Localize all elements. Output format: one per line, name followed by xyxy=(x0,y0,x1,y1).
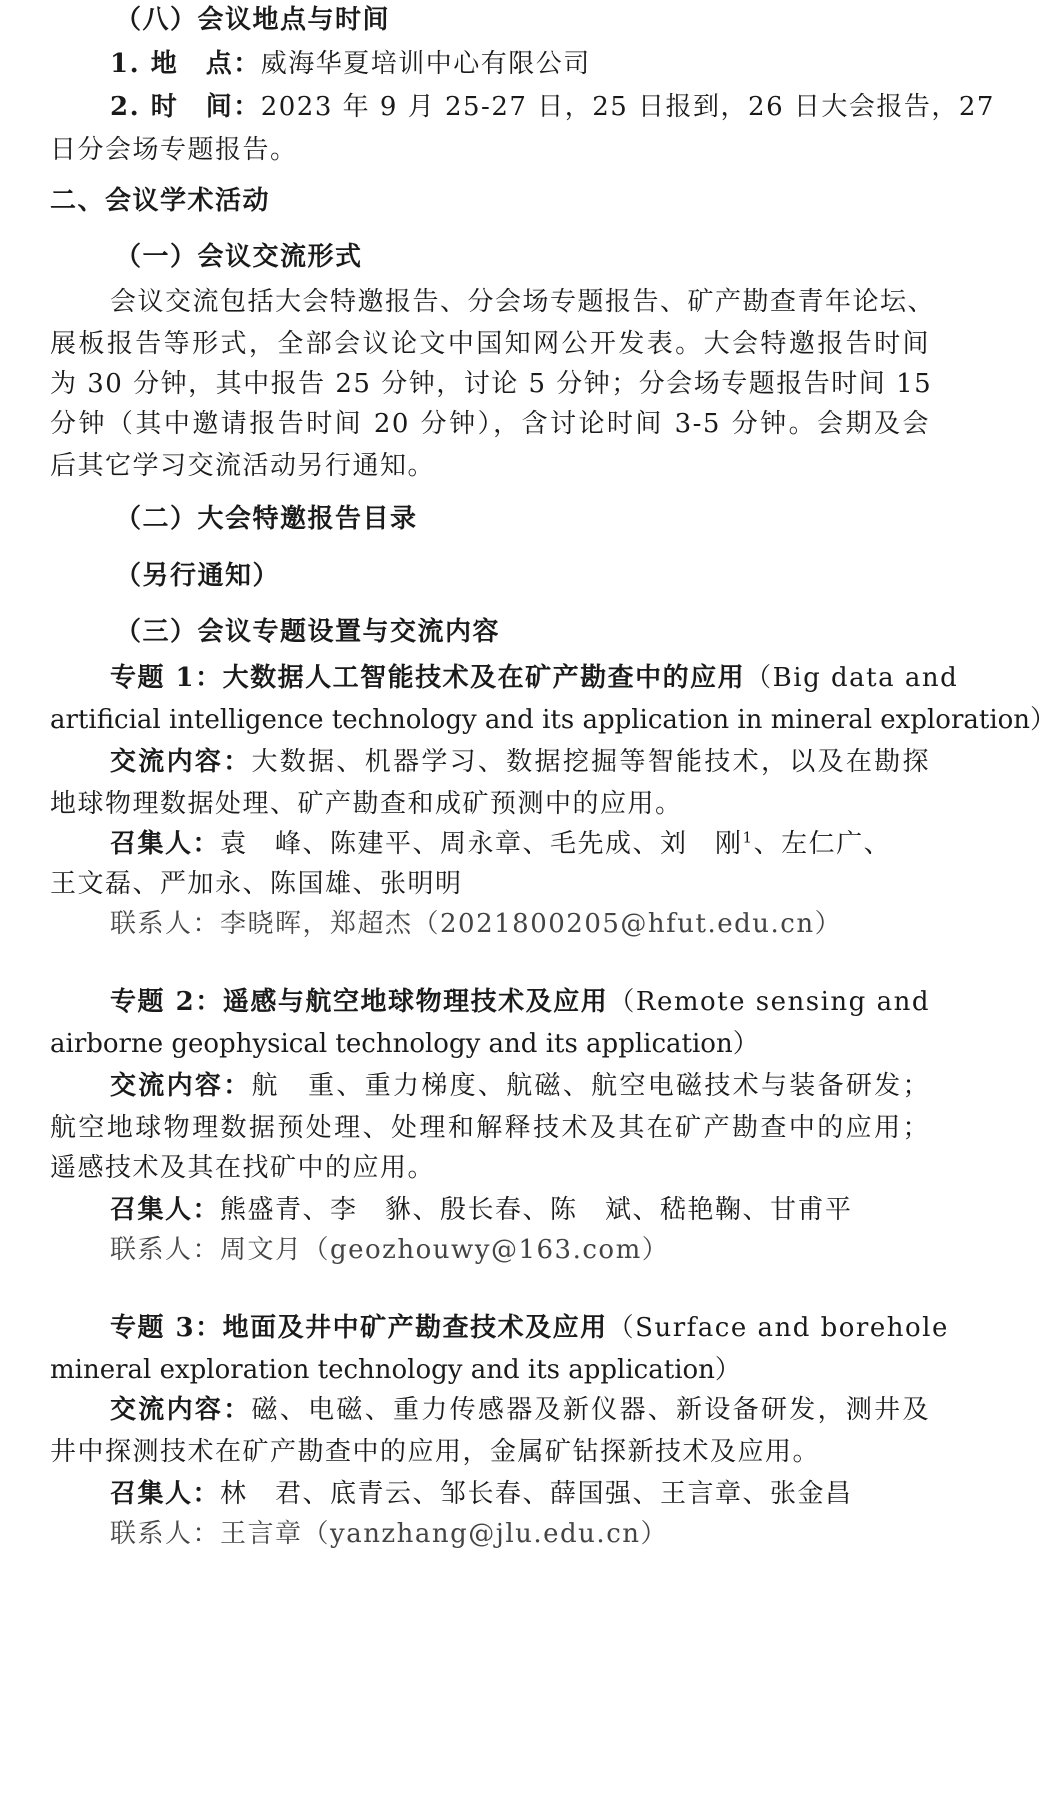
topic-1-contact: 联系人：李晓晖，郑超杰（2021800205@hfut.edu.cn） xyxy=(110,909,843,939)
time-value-1: 2023 年 9 月 25-27 日，25 日报到，26 日大会报告，27 xyxy=(260,92,995,122)
sub-1-para-line-4: 分钟（其中邀请报告时间 20 分钟），含讨论时间 3-5 分钟。会期及会 xyxy=(50,409,930,439)
topic-2-title-line-1 xyxy=(110,984,930,1020)
topic-2-contact: 联系人：周文月（geozhouwy@163.com） xyxy=(110,1235,670,1265)
topic-3-content-line-2: 井中探测技术在矿产勘查中的应用，金属矿钻探新技术及应用。 xyxy=(50,1437,821,1467)
topic-1-convener-label: 召集人： xyxy=(110,829,221,859)
time-line-2: 日分会场专题报告。 xyxy=(50,135,298,165)
sub-1-para-line-2: 展板报告等形式，全部会议论文中国知网公开发表。大会特邀报告时间 xyxy=(50,329,930,359)
sub-1-para-line-1: 会议交流包括大会特邀报告、分会场专题报告、矿产勘查青年论坛、 xyxy=(110,287,936,317)
topic-1-title-en-1: （Big data and xyxy=(745,663,959,693)
topic-2-content-1: 航 重、重力梯度、航磁、航空电磁技术与装备研发； xyxy=(251,1071,930,1101)
topic-3-title-en-1: （Surface and borehole xyxy=(607,1313,949,1343)
topic-2-content-label: 交流内容： xyxy=(110,1071,252,1101)
section-8-heading: （八）会议地点与时间 xyxy=(115,5,391,35)
topic-1-convener-line-2: 王文磊、严加永、陈国雄、张明明 xyxy=(50,869,463,899)
sub-2-heading: （二）大会特邀报告目录 xyxy=(115,504,418,534)
section-2-heading: 二、会议学术活动 xyxy=(50,186,271,216)
topic-3-content-1: 磁、电磁、重力传感器及新仪器、新设备研发，测井及 xyxy=(251,1395,930,1425)
place-label: 1. 地 点： xyxy=(110,49,261,79)
topic-2-convener-1: 熊盛青、李 貅、殷长春、陈 斌、嵇艳鞠、甘甫平 xyxy=(220,1195,853,1225)
topic-3-title-en-2: mineral exploration technology and its application） xyxy=(50,1355,741,1385)
sub-2-note: （另行通知） xyxy=(115,561,281,591)
topic-2-content-line-3: 遥感技术及其在找矿中的应用。 xyxy=(50,1153,436,1183)
topic-2-title-en-2: airborne geophysical technology and its application） xyxy=(50,1029,759,1059)
topic-1-content-label: 交流内容： xyxy=(110,747,252,777)
sub-1-para-line-3: 为 30 分钟，其中报告 25 分钟，讨论 5 分钟；分会场专题报告时间 15 xyxy=(50,369,933,399)
topic-3-title: 专题 3：地面及井中矿产勘查技术及应用 xyxy=(110,1313,608,1343)
topic-3-convener-label: 召集人： xyxy=(110,1479,221,1509)
topic-1-title-en-2: artificial intelligence technology and its application in mineral exploration） xyxy=(50,705,1056,735)
place-line xyxy=(110,46,990,82)
topic-2-content-line-2: 航空地球物理数据预处理、处理和解释技术及其在矿产勘查中的应用； xyxy=(50,1113,930,1143)
topic-1-content-line-2: 地球物理数据处理、矿产勘查和成矿预测中的应用。 xyxy=(50,789,683,819)
topic-3-content-label: 交流内容： xyxy=(110,1395,252,1425)
sub-1-heading: （一）会议交流形式 xyxy=(115,242,363,272)
topic-2-convener-line xyxy=(110,1192,990,1228)
sub-3-heading: （三）会议专题设置与交流内容 xyxy=(115,617,501,647)
topic-3-convener-1: 林 君、底青云、邹长春、薛国强、王言章、张金昌 xyxy=(220,1479,853,1509)
place-value: 威海华夏培训中心有限公司 xyxy=(260,49,591,79)
topic-1-title: 专题 1：大数据人工智能技术及在矿产勘查中的应用 xyxy=(110,663,746,693)
topic-1-convener-line-1 xyxy=(110,826,990,862)
topic-1-convener-1: 袁 峰、陈建平、周永章、毛先成、刘 刚 xyxy=(220,829,743,859)
topic-3-contact: 联系人：王言章（yanzhang@jlu.edu.cn） xyxy=(110,1519,669,1549)
topic-1-convener-1b: 、左仁广、 xyxy=(753,829,892,859)
topic-1-content-line-1 xyxy=(110,744,930,780)
topic-2-title: 专题 2：遥感与航空地球物理技术及应用 xyxy=(110,987,609,1017)
topic-1-content-1: 大数据、机器学习、数据挖掘等智能技术，以及在勘探 xyxy=(251,747,930,777)
topic-2-title-en-1: （Remote sensing and xyxy=(608,987,930,1017)
topic-3-content-line-1 xyxy=(110,1392,930,1428)
time-line-1 xyxy=(110,89,995,125)
topic-2-content-line-1 xyxy=(110,1068,930,1104)
time-label: 2. 时 间： xyxy=(110,92,261,122)
sub-1-para-line-5: 后其它学习交流活动另行通知。 xyxy=(50,451,436,481)
topic-1-title-line-1 xyxy=(110,660,959,696)
topic-2-convener-label: 召集人： xyxy=(110,1195,221,1225)
topic-1-convener-sup: 1 xyxy=(742,828,754,847)
topic-3-convener-line xyxy=(110,1476,990,1512)
topic-3-title-line-1 xyxy=(110,1310,949,1346)
